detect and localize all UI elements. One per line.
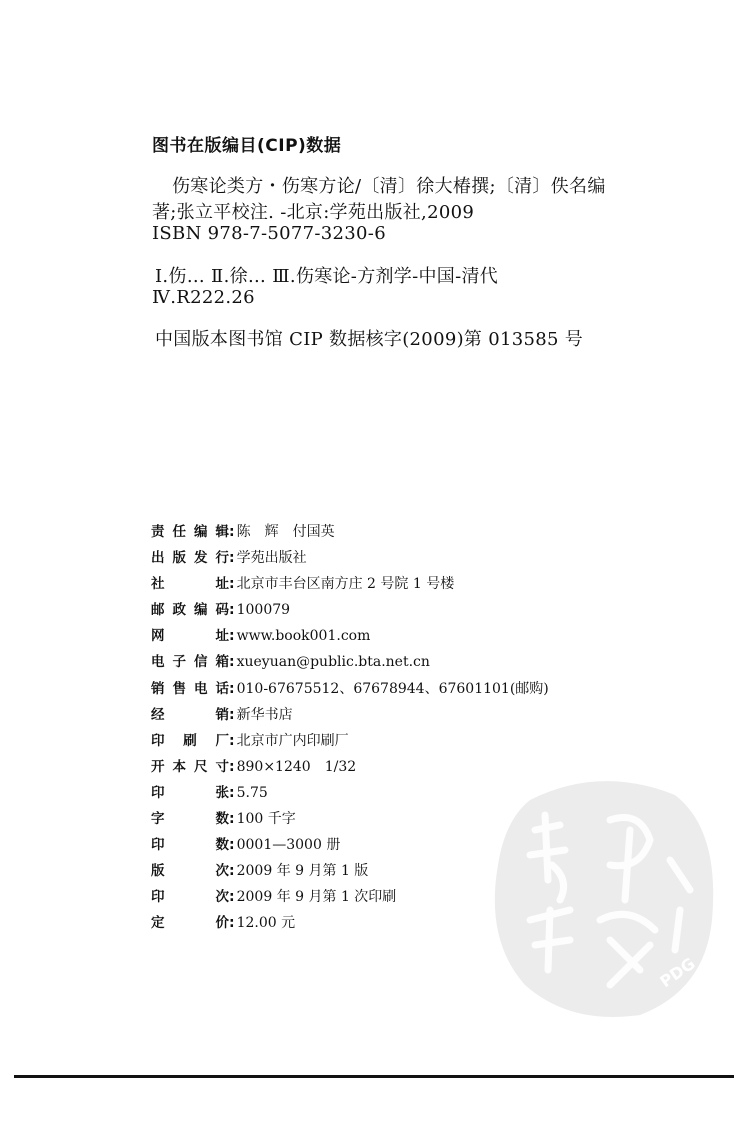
cip-data-number: 中国版本图书馆 CIP 数据核字(2009)第 013585 号: [155, 329, 584, 350]
detail-row-distributor: 经销 : 新华书店: [151, 703, 549, 729]
detail-label: 印刷厂: [151, 732, 229, 749]
detail-label: 开本尺寸: [151, 758, 229, 775]
cip-author-publisher-line: 著;张立平校注. -北京:学苑出版社,2009: [152, 202, 475, 223]
detail-value: 陈 辉 付国英: [236, 524, 335, 540]
detail-value: 北京市丰台区南方庄 2 号院 1 号楼: [236, 576, 455, 593]
detail-label: 网址: [151, 628, 229, 645]
detail-value: 010-67675512、67678944、67601101(邮购): [236, 680, 549, 697]
detail-value: 0001—3000 册: [236, 837, 341, 854]
detail-label: 责任编辑: [151, 524, 229, 540]
detail-value: 100079: [236, 602, 291, 619]
detail-row-printer: 印刷厂 : 北京市广内印刷厂: [151, 729, 549, 755]
detail-row-price: 定价 : 12.00 元: [151, 911, 549, 937]
detail-row-format: 开本尺寸 : 890×1240 1/32: [151, 755, 549, 781]
detail-label: 印张: [151, 784, 229, 801]
detail-label: 销售电话: [151, 680, 229, 697]
detail-label: 版次: [151, 863, 229, 880]
detail-label: 字数: [151, 811, 229, 828]
detail-row-printing: 印次 : 2009 年 9 月第 1 次印刷: [151, 885, 549, 911]
detail-label: 印数: [151, 837, 229, 854]
detail-row-sheets: 印张 : 5.75: [151, 781, 549, 807]
detail-value: 5.75: [236, 784, 268, 801]
detail-value: 2009 年 9 月第 1 版: [236, 863, 369, 880]
detail-label: 社址: [151, 576, 229, 593]
detail-value: 新华书店: [236, 706, 293, 723]
detail-row-edition: 版次 : 2009 年 9 月第 1 版: [151, 859, 549, 885]
cip-subjects: Ⅰ.伤… Ⅱ.徐… Ⅲ.伤寒论-方剂学-中国-清代: [155, 266, 499, 287]
detail-row-website: 网址 : www.book001.com: [151, 624, 549, 650]
cip-book-title-line: 伤寒论类方・伤寒方论/〔清〕徐大椿撰;〔清〕佚名编: [172, 176, 606, 197]
detail-row-postcode: 邮政编码 : 100079: [151, 598, 549, 624]
detail-label: 电子信箱: [151, 654, 229, 671]
pdg-watermark-seal: [490, 770, 720, 1020]
detail-value: 890×1240 1/32: [236, 758, 357, 775]
watermark-text: PDG: [656, 953, 699, 992]
detail-value: 12.00 元: [236, 915, 296, 932]
detail-label: 印次: [151, 889, 229, 906]
detail-value: 学苑出版社: [236, 550, 307, 567]
detail-value: www.book001.com: [236, 628, 371, 645]
cip-isbn: ISBN 978-7-5077-3230-6: [152, 223, 386, 244]
cip-classification: Ⅳ.R222.26: [152, 287, 255, 308]
bottom-rule-divider: [14, 1075, 734, 1078]
detail-value: 100 千字: [236, 811, 296, 828]
detail-value: 2009 年 9 月第 1 次印刷: [236, 889, 397, 906]
detail-value: 北京市广内印刷厂: [236, 732, 349, 749]
detail-row-email: 电子信箱 : xueyuan@public.bta.net.cn: [151, 650, 549, 676]
detail-label: 经销: [151, 706, 229, 723]
detail-row-word-count: 字数 : 100 千字: [151, 807, 549, 833]
cip-title: 图书在版编目(CIP)数据: [152, 136, 342, 156]
detail-row-phone: 销售电话 : 010-67675512、67678944、67601101(邮购): [151, 677, 549, 703]
detail-label: 邮政编码: [151, 602, 229, 619]
detail-row-print-run: 印数 : 0001—3000 册: [151, 833, 549, 859]
detail-label: 出版发行: [151, 550, 229, 567]
detail-row-address: 社址 : 北京市丰台区南方庄 2 号院 1 号楼: [151, 572, 549, 598]
detail-label: 定价: [151, 915, 229, 932]
detail-value: xueyuan@public.bta.net.cn: [236, 654, 430, 671]
detail-row-editors: 责任编辑 : 陈 辉 付国英: [151, 520, 549, 546]
detail-row-publisher: 出版发行 : 学苑出版社: [151, 546, 549, 572]
